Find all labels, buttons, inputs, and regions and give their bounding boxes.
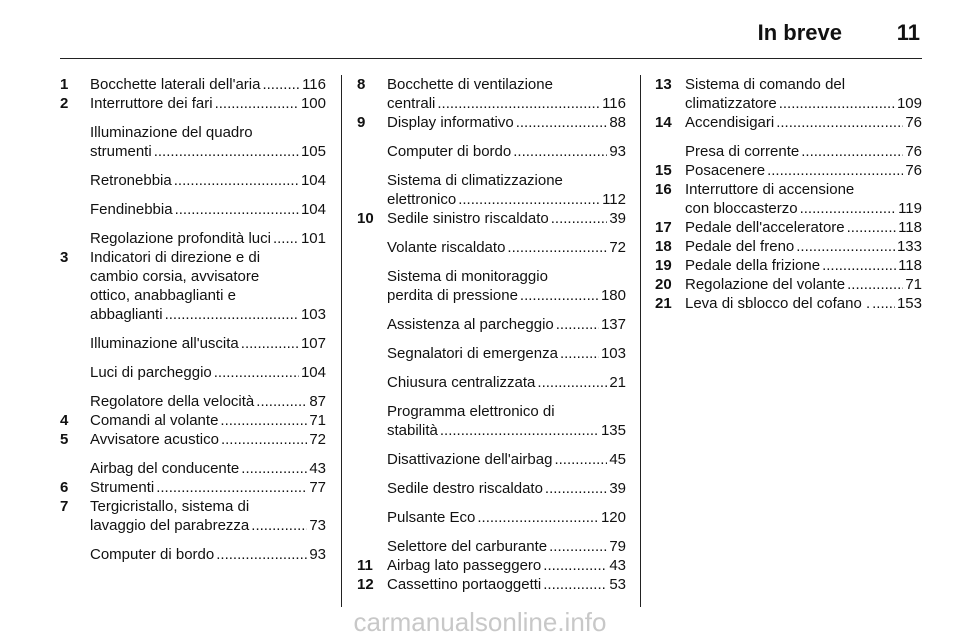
dot-leader [241, 459, 307, 478]
dot-leader [545, 479, 607, 498]
dot-leader [543, 556, 607, 575]
index-entry [60, 123, 326, 161]
entry-number: 7 [60, 498, 69, 515]
index-entry [357, 556, 626, 575]
index-entry [357, 373, 626, 392]
header-rule [60, 58, 922, 59]
index-entry [60, 200, 326, 219]
column-divider [341, 75, 342, 607]
index-entry [60, 478, 326, 497]
entry-text: Interruttore dei fari [90, 95, 213, 112]
entry-text: centrali [387, 95, 436, 112]
entry-page-number: 87 [309, 393, 326, 410]
entry-number: 8 [357, 76, 366, 93]
index-entry [655, 161, 922, 180]
entry-page-number: 119 [898, 200, 922, 217]
index-column-1 [60, 75, 326, 574]
entry-page-number: 53 [609, 576, 626, 593]
entry-text: elettronico [387, 191, 457, 208]
dot-leader [847, 218, 896, 237]
entry-text: Pedale del freno [685, 238, 795, 255]
dot-leader [872, 294, 895, 313]
entry-text: Illuminazione all'uscita [90, 335, 239, 352]
dot-leader [437, 94, 600, 113]
entry-number: 4 [60, 412, 69, 429]
entry-text: Sistema di climatizzazione [387, 172, 563, 189]
index-column-3 [655, 75, 922, 313]
dot-leader [154, 142, 299, 161]
entry-page-number: 109 [896, 95, 922, 112]
dot-leader [216, 545, 307, 564]
entry-page-number: 120 [600, 509, 626, 526]
entry-text: Indicatori di direzione e di [90, 249, 261, 266]
entry-text: Luci di parcheggio [90, 364, 212, 381]
entry-text: Volante riscaldato [387, 239, 506, 256]
entry-text: perdita di pressione [387, 287, 518, 304]
entry-text: Display informativo [387, 114, 514, 131]
entry-text: Computer di bordo [90, 546, 215, 563]
entry-page-number: 105 [300, 143, 326, 160]
entry-page-number: 45 [609, 451, 626, 468]
entry-text: Accendisigari [685, 114, 775, 131]
entry-page-number: 73 [309, 517, 326, 534]
index-entry [357, 142, 626, 161]
dot-leader [560, 344, 599, 363]
entry-text: Bocchette laterali dell'aria [90, 76, 261, 93]
entry-number: 21 [655, 295, 672, 312]
entry-text: Computer di bordo [387, 143, 512, 160]
entry-text: Presa di corrente [685, 143, 800, 160]
entry-page-number: 88 [609, 114, 626, 131]
index-entry [357, 75, 626, 113]
entry-number: 5 [60, 431, 69, 448]
dot-leader [556, 315, 599, 334]
entry-text: Strumenti [90, 479, 155, 496]
dot-leader [537, 373, 607, 392]
index-entry [357, 315, 626, 334]
entry-page-number: 71 [309, 412, 326, 429]
entry-text: Leva di sblocco del cofano . [685, 295, 871, 312]
index-entry [60, 248, 326, 324]
entry-page-number: 21 [609, 374, 626, 391]
index-entry [655, 113, 922, 132]
entry-number: 19 [655, 257, 672, 274]
entry-text: Sistema di monitoraggio [387, 268, 548, 285]
dot-leader [776, 113, 903, 132]
index-entry [655, 275, 922, 294]
dot-leader [251, 516, 307, 535]
entry-text: Programma elettronico di [387, 403, 555, 420]
entry-page-number: 112 [602, 191, 626, 208]
entry-number: 11 [357, 557, 373, 574]
entry-text: ottico, anabbaglianti e [90, 287, 236, 304]
entry-page-number: 133 [896, 238, 922, 255]
entry-page-number: 101 [300, 230, 326, 247]
index-entry [60, 411, 326, 430]
entry-text: con bloccasterzo [685, 200, 798, 217]
dot-leader [273, 229, 299, 248]
dot-leader [507, 238, 607, 257]
dot-leader [847, 275, 903, 294]
entry-text: Sedile sinistro riscaldato [387, 210, 549, 227]
entry-page-number: 100 [300, 95, 326, 112]
entry-number: 16 [655, 181, 672, 198]
entry-number: 12 [357, 576, 374, 593]
dot-leader [220, 411, 307, 430]
entry-text: Regolatore della velocità [90, 393, 255, 410]
dot-leader [440, 421, 599, 440]
page-header [0, 20, 960, 60]
dot-leader [215, 94, 299, 113]
index-entry [655, 180, 922, 218]
entry-page-number: 103 [300, 306, 326, 323]
entry-page-number: 76 [905, 114, 922, 131]
entry-number: 17 [655, 219, 672, 236]
entry-page-number: 77 [309, 479, 326, 496]
entry-number: 20 [655, 276, 672, 293]
entry-page-number: 135 [600, 422, 626, 439]
entry-page-number: 72 [609, 239, 626, 256]
dot-leader [796, 237, 895, 256]
entry-text: Avvisatore acustico [90, 431, 219, 448]
index-column-2 [357, 75, 626, 604]
entry-page-number: 76 [905, 143, 922, 160]
index-entry [60, 430, 326, 449]
entry-text: Comandi al volante [90, 412, 219, 429]
entry-page-number: 93 [609, 143, 626, 160]
entry-number: 2 [60, 95, 69, 112]
index-entry [357, 171, 626, 209]
dot-leader [221, 430, 307, 449]
index-entry [357, 479, 626, 498]
entry-number: 18 [655, 238, 672, 255]
entry-text: Selettore del carburante [387, 538, 548, 555]
entry-text: Illuminazione del quadro [90, 124, 253, 141]
index-entry [60, 459, 326, 478]
entry-page-number: 118 [898, 257, 922, 274]
dot-leader [549, 537, 607, 556]
index-entry [60, 75, 326, 94]
entry-text: Posacenere [685, 162, 766, 179]
entry-page-number: 180 [600, 287, 626, 304]
entry-page-number: 153 [896, 295, 922, 312]
entry-text: Interruttore di accensione [685, 181, 855, 198]
entry-number: 14 [655, 114, 672, 131]
index-entry [655, 75, 922, 113]
index-entry [357, 238, 626, 257]
index-entry [60, 334, 326, 353]
index-entry [655, 218, 922, 237]
entry-text: lavaggio del parabrezza [90, 517, 250, 534]
entry-page-number: 104 [300, 201, 326, 218]
entry-text: Fendinebbia [90, 201, 173, 218]
index-entry [60, 171, 326, 190]
page-number: 11 [896, 20, 920, 45]
entry-page-number: 43 [609, 557, 626, 574]
entry-text: climatizzatore [685, 95, 777, 112]
entry-text: Airbag del conducente [90, 460, 240, 477]
index-entry [357, 209, 626, 228]
entry-page-number: 39 [609, 480, 626, 497]
dot-leader [175, 200, 299, 219]
page-title: In breve [757, 20, 842, 45]
entry-number: 9 [357, 114, 366, 131]
index-entry [357, 402, 626, 440]
entry-page-number: 118 [898, 219, 922, 236]
entry-page-number: 116 [302, 76, 326, 93]
dot-leader [767, 161, 903, 180]
entry-number: 1 [60, 76, 69, 93]
entry-page-number: 79 [609, 538, 626, 555]
entry-page-number: 104 [300, 172, 326, 189]
entry-page-number: 72 [309, 431, 326, 448]
entry-text: cambio corsia, avvisatore [90, 268, 260, 285]
index-entry [357, 344, 626, 363]
entry-page-number: 137 [600, 316, 626, 333]
entry-text: Chiusura centralizzata [387, 374, 536, 391]
dot-leader [516, 113, 608, 132]
dot-leader [241, 334, 299, 353]
entry-page-number: 76 [905, 162, 922, 179]
dot-leader [543, 575, 607, 594]
entry-text: stabilità [387, 422, 438, 439]
entry-text: Regolazione profondità luci [90, 230, 271, 247]
entry-text: Disattivazione dell'airbag [387, 451, 553, 468]
entry-text: Airbag lato passeggero [387, 557, 542, 574]
entry-text: Cassettino portaoggetti [387, 576, 542, 593]
entry-text: Tergicristallo, sistema di [90, 498, 250, 515]
dot-leader [256, 392, 307, 411]
dot-leader [262, 75, 300, 94]
dot-leader [779, 94, 895, 113]
dot-leader [551, 209, 608, 228]
entry-text: Pulsante Eco [387, 509, 476, 526]
entry-text: Sedile destro riscaldato [387, 480, 543, 497]
entry-page-number: 43 [309, 460, 326, 477]
entry-text: abbaglianti [90, 306, 163, 323]
index-entry [655, 237, 922, 256]
dot-leader [477, 508, 599, 527]
index-entry [357, 450, 626, 469]
index-entry [60, 497, 326, 535]
dot-leader [513, 142, 607, 161]
entry-text: Regolazione del volante [685, 276, 846, 293]
index-entry [357, 508, 626, 527]
index-entry [357, 267, 626, 305]
dot-leader [458, 190, 600, 209]
dot-leader [165, 305, 299, 324]
index-entry [655, 256, 922, 275]
entry-page-number: 93 [309, 546, 326, 563]
entry-number: 13 [655, 76, 672, 93]
dot-leader [156, 478, 307, 497]
entry-text: strumenti [90, 143, 152, 160]
entry-text: Bocchette di ventilazione [387, 76, 553, 93]
dot-leader [554, 450, 607, 469]
dot-leader [520, 286, 599, 305]
entry-text: Pedale dell'acceleratore [685, 219, 845, 236]
entry-text: Segnalatori di emergenza [387, 345, 558, 362]
watermark: carmanualsonline.info [353, 607, 607, 637]
entry-text: Pedale della frizione [685, 257, 821, 274]
index-entry [655, 142, 922, 161]
dot-leader [801, 142, 903, 161]
entry-text: Retronebbia [90, 172, 172, 189]
index-entry [357, 575, 626, 594]
dot-leader [822, 256, 896, 275]
index-entry [60, 94, 326, 113]
entry-page-number: 103 [600, 345, 626, 362]
index-entry [357, 113, 626, 132]
dot-leader [174, 171, 299, 190]
entry-page-number: 71 [905, 276, 922, 293]
entry-number: 3 [60, 249, 69, 266]
index-entry [60, 392, 326, 411]
entry-text: Sistema di comando del [685, 76, 846, 93]
column-divider [640, 75, 641, 607]
index-entry [60, 229, 326, 248]
entry-page-number: 39 [609, 210, 626, 227]
index-entry [357, 537, 626, 556]
entry-number: 15 [655, 162, 672, 179]
entry-number: 10 [357, 210, 374, 227]
index-entry [60, 363, 326, 382]
index-entry [60, 545, 326, 564]
entry-text: Assistenza al parcheggio [387, 316, 554, 333]
entry-page-number: 104 [300, 364, 326, 381]
dot-leader [214, 363, 299, 382]
index-entry [655, 294, 922, 313]
entry-page-number: 107 [300, 335, 326, 352]
dot-leader [800, 199, 897, 218]
entry-number: 6 [60, 479, 69, 496]
entry-page-number: 116 [602, 95, 626, 112]
